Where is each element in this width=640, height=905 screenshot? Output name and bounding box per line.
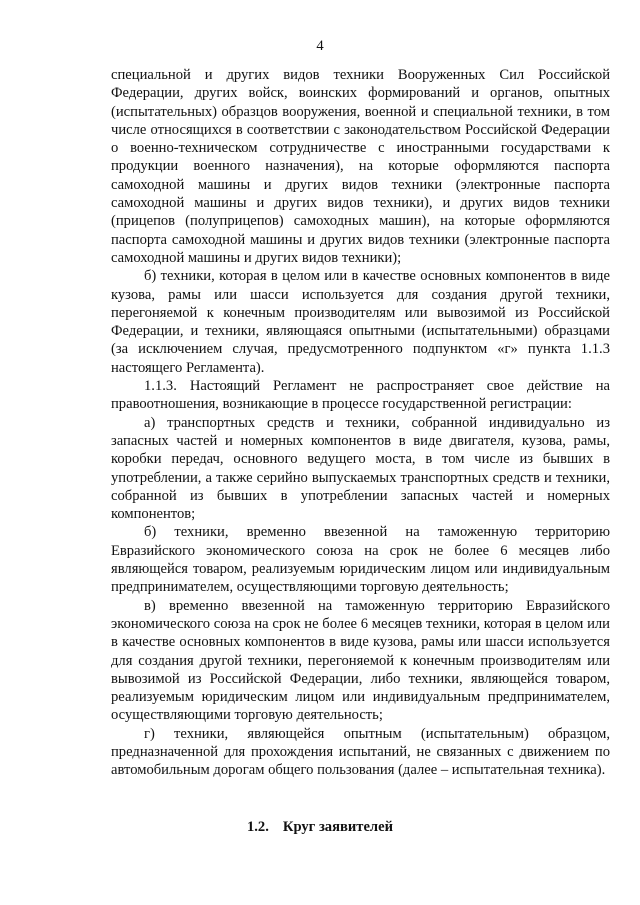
paragraph: в) временно ввезенной на таможенную территорию Евразийского экономического союза на срок не более 6 месяцев техники, которая в целом или в качестве основных компонентов в виде кузова, рамы или шасси используется для создания другой техники, перегоняемой к конечным производителям или вывозимой из Российской Федерации, либо техники, являющейся товаром, реализуемым юридическим лицом или индивидуальным предпринимателем, осуществляющими торговую деятельность;: [111, 597, 610, 724]
paragraph: б) техники, временно ввезенной на таможенную территорию Евразийского экономического союза на срок не более 6 месяцев либо являющейся товаром, реализуемым юридическим лицом или индивидуальным предпринимателем, осуществляющими торговую деятельность;: [111, 524, 610, 596]
section-number: 1.2.: [246, 819, 269, 835]
paragraph: б) техники, которая в целом или в качестве основных компонентов в виде кузова, рамы или шасси используется для создания другой техники, перегоняемой к конечным производителям или вывозимой из Российской Федерации, и техники, являющаяся опытными (испытательными) образцами (за исключением случая, предусмотренного подпунктом «г» пункта 1.1.3 настоящего Регламента).: [111, 268, 610, 376]
page-number: 4: [316, 38, 324, 54]
section-title: Круг заявителей: [282, 819, 394, 835]
document-body: [111, 66, 610, 780]
paragraph: г) техники, являющейся опытным (испытательным) образцом, предназначенной для прохождения испытаний, не связанных с движением по автомобильным дорогам общего пользования (далее – испытательная техника).: [111, 725, 610, 779]
paragraph: 1.1.3. Настоящий Регламент не распространяет свое действие на правоотношения, возникающие в процессе государственной регистрации:: [111, 378, 610, 413]
section-heading: [0, 818, 640, 836]
paragraph: специальной и других видов техники Вооруженных Сил Российской Федерации, других войск, воинских формирований и органов, опытных (испытательных) образцов вооружения, военной и специальной техники, в том числе относящихся в соответствии с законодательством Российской Федерации о военно-техническом сотрудничестве с иностранными государствами к продукции военного назначения), на которые оформляются паспорта самоходной машины и других видов техники (электронные паспорта самоходной машины и других видов техники), и других видов техники (прицепов (полуприцепов) самоходных машин), на которые оформляются паспорта самоходной машины и других видов техники (электронные паспорта самоходной машины и других видов техники);: [111, 67, 610, 266]
paragraph: а) транспортных средств и техники, собранной индивидуально из запасных частей и номерных компонентов в виде двигателя, кузова, рамы, коробки передач, основного ведущего моста, в том числе из бывших в употреблении, а также серийно выпускаемых транспортных средств и техники, собранной из бывших в употреблении запасных частей и номерных компонентов;: [111, 414, 610, 523]
